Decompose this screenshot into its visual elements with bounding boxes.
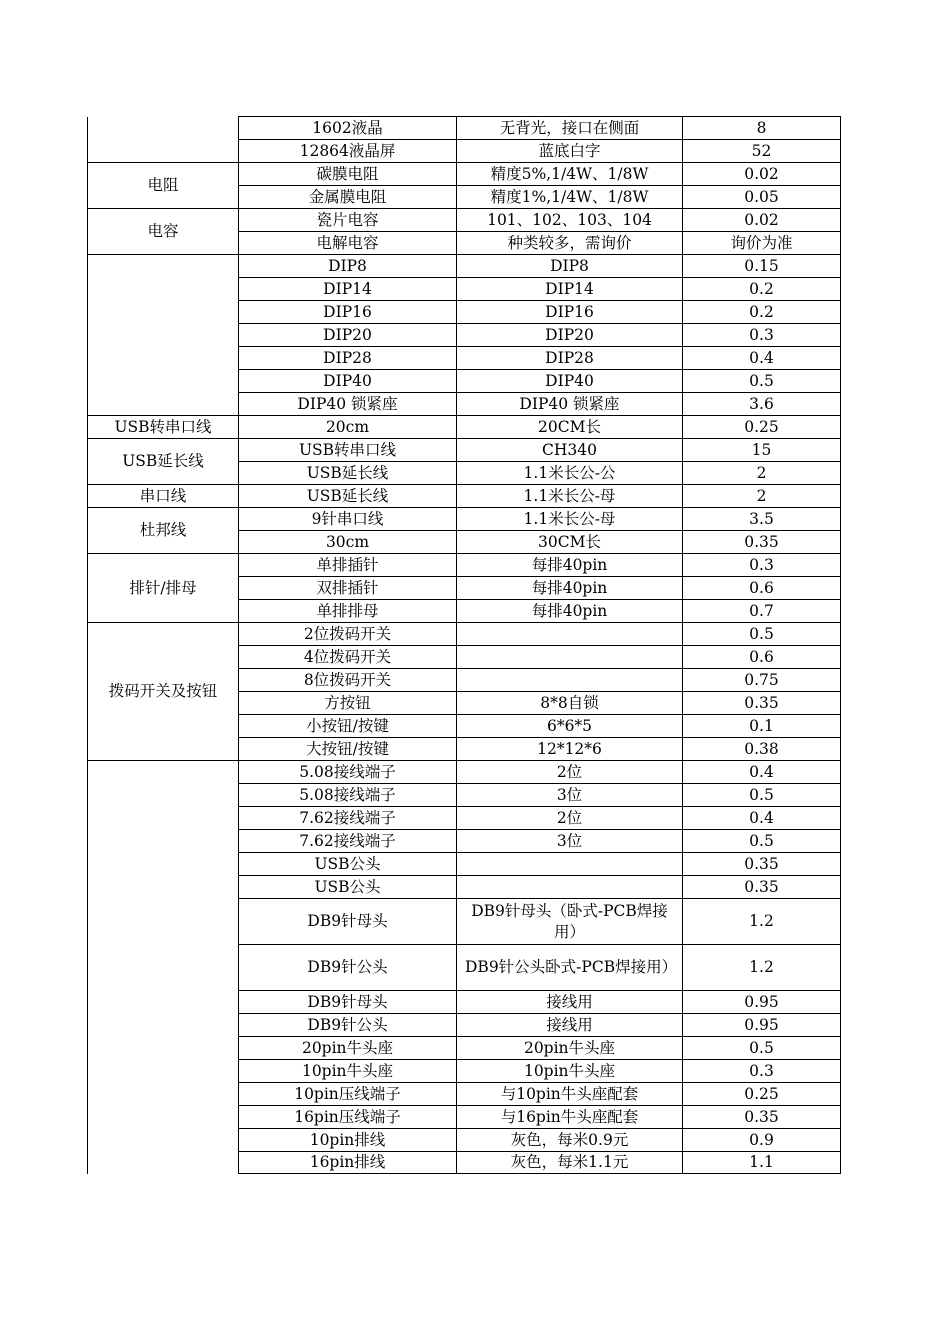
- item-price-cell: 2: [683, 485, 841, 508]
- item-name-cell: 7.62接线端子: [239, 830, 457, 853]
- item-name-cell: 10pin排线: [239, 1129, 457, 1152]
- item-name-cell: 20cm: [239, 416, 457, 439]
- item-name-cell: DB9针公头: [239, 945, 457, 991]
- item-description-cell: [457, 646, 683, 669]
- item-name-cell: 电解电容: [239, 232, 457, 255]
- item-description-cell: 20CM长: [457, 416, 683, 439]
- item-price-cell: 0.35: [683, 876, 841, 899]
- item-name-cell: DIP40 锁紧座: [239, 393, 457, 416]
- item-name-cell: USB公头: [239, 853, 457, 876]
- item-price-cell: 0.05: [683, 186, 841, 209]
- item-price-cell: 1.2: [683, 899, 841, 945]
- item-description-cell: 6*6*5: [457, 715, 683, 738]
- item-description-cell: DIP20: [457, 324, 683, 347]
- item-price-cell: 0.2: [683, 301, 841, 324]
- item-price-cell: 0.4: [683, 347, 841, 370]
- category-cell: USB延长线: [88, 439, 239, 485]
- item-description-cell: 2位: [457, 807, 683, 830]
- item-price-cell: 0.35: [683, 531, 841, 554]
- item-name-cell: DB9针母头: [239, 991, 457, 1014]
- table-row: [88, 485, 841, 508]
- item-price-cell: 0.5: [683, 370, 841, 393]
- item-name-cell: 12864液晶屏: [239, 140, 457, 163]
- item-description-cell: 接线用: [457, 1014, 683, 1037]
- item-description-cell: 101、102、103、104: [457, 209, 683, 232]
- item-description-cell: [457, 876, 683, 899]
- item-price-cell: 0.5: [683, 830, 841, 853]
- item-description-cell: 精度5%,1/4W、1/8W: [457, 163, 683, 186]
- category-cell: 串口线: [88, 485, 239, 508]
- item-name-cell: 双排插针: [239, 577, 457, 600]
- table-row: [88, 416, 841, 439]
- item-price-cell: 0.6: [683, 577, 841, 600]
- item-name-cell: 7.62接线端子: [239, 807, 457, 830]
- item-name-cell: 2位拨码开关: [239, 623, 457, 646]
- item-description-cell: 20pin牛头座: [457, 1037, 683, 1060]
- item-price-cell: 0.9: [683, 1129, 841, 1152]
- item-name-cell: 10pin压线端子: [239, 1083, 457, 1106]
- item-description-cell: 与16pin牛头座配套: [457, 1106, 683, 1129]
- category-cell: 电阻: [88, 163, 239, 209]
- item-description-cell: [457, 853, 683, 876]
- item-price-cell: 0.1: [683, 715, 841, 738]
- item-name-cell: DIP40: [239, 370, 457, 393]
- item-name-cell: DIP20: [239, 324, 457, 347]
- item-name-cell: 大按钮/按键: [239, 738, 457, 761]
- item-name-cell: 4位拨码开关: [239, 646, 457, 669]
- item-name-cell: DIP8: [239, 255, 457, 278]
- item-description-cell: 每排40pin: [457, 577, 683, 600]
- item-description-cell: 1.1米长公-公: [457, 462, 683, 485]
- item-price-cell: 0.3: [683, 554, 841, 577]
- item-description-cell: 3位: [457, 784, 683, 807]
- item-description-cell: 每排40pin: [457, 600, 683, 623]
- category-cell: 杜邦线: [88, 508, 239, 554]
- category-cell: [88, 117, 239, 163]
- item-description-cell: 10pin牛头座: [457, 1060, 683, 1083]
- item-name-cell: 瓷片电容: [239, 209, 457, 232]
- item-description-cell: 每排40pin: [457, 554, 683, 577]
- table-row: [88, 761, 841, 784]
- item-description-cell: 灰色，每米1.1元: [457, 1152, 683, 1174]
- item-price-cell: 8: [683, 117, 841, 140]
- item-name-cell: 16pin排线: [239, 1152, 457, 1174]
- item-price-cell: 3.5: [683, 508, 841, 531]
- item-description-cell: 精度1%,1/4W、1/8W: [457, 186, 683, 209]
- table-row: [88, 117, 841, 140]
- item-description-cell: 种类较多，需询价: [457, 232, 683, 255]
- item-price-cell: 0.38: [683, 738, 841, 761]
- item-price-cell: 0.5: [683, 1037, 841, 1060]
- price-table: [87, 116, 841, 1174]
- item-description-cell: 3位: [457, 830, 683, 853]
- item-name-cell: 1602液晶: [239, 117, 457, 140]
- item-description-cell: 8*8自锁: [457, 692, 683, 715]
- item-description-cell: DIP8: [457, 255, 683, 278]
- item-name-cell: 5.08接线端子: [239, 784, 457, 807]
- item-name-cell: 20pin牛头座: [239, 1037, 457, 1060]
- item-price-cell: 52: [683, 140, 841, 163]
- item-description-cell: 12*12*6: [457, 738, 683, 761]
- item-description-cell: DIP14: [457, 278, 683, 301]
- category-cell: USB转串口线: [88, 416, 239, 439]
- category-cell: 拨码开关及按钮: [88, 623, 239, 761]
- item-price-cell: 0.35: [683, 692, 841, 715]
- item-name-cell: USB公头: [239, 876, 457, 899]
- item-name-cell: 单排排母: [239, 600, 457, 623]
- table-row: [88, 623, 841, 646]
- item-price-cell: 0.5: [683, 784, 841, 807]
- item-name-cell: DIP28: [239, 347, 457, 370]
- item-price-cell: 0.02: [683, 209, 841, 232]
- item-description-cell: 无背光，接口在侧面: [457, 117, 683, 140]
- price-table-body: [88, 117, 841, 1174]
- category-cell: [88, 761, 239, 1174]
- category-cell: [88, 255, 239, 416]
- item-description-cell: DIP28: [457, 347, 683, 370]
- item-price-cell: 0.3: [683, 1060, 841, 1083]
- table-row: [88, 554, 841, 577]
- item-description-cell: 蓝底白字: [457, 140, 683, 163]
- item-name-cell: 8位拨码开关: [239, 669, 457, 692]
- item-price-cell: 3.6: [683, 393, 841, 416]
- item-price-cell: 0.35: [683, 853, 841, 876]
- item-name-cell: 碳膜电阻: [239, 163, 457, 186]
- item-description-cell: 1.1米长公-母: [457, 508, 683, 531]
- item-description-cell: DB9针公头卧式-PCB焊接用）: [457, 945, 683, 991]
- table-row: [88, 163, 841, 186]
- item-description-cell: DIP16: [457, 301, 683, 324]
- table-row: [88, 508, 841, 531]
- item-name-cell: DB9针母头: [239, 899, 457, 945]
- item-name-cell: 16pin压线端子: [239, 1106, 457, 1129]
- item-price-cell: 0.25: [683, 1083, 841, 1106]
- item-price-cell: 0.75: [683, 669, 841, 692]
- category-cell: 排针/排母: [88, 554, 239, 623]
- item-description-cell: 接线用: [457, 991, 683, 1014]
- item-name-cell: 9针串口线: [239, 508, 457, 531]
- item-description-cell: DIP40 锁紧座: [457, 393, 683, 416]
- item-price-cell: 0.4: [683, 807, 841, 830]
- item-name-cell: USB延长线: [239, 462, 457, 485]
- item-description-cell: 2位: [457, 761, 683, 784]
- item-description-cell: DB9针母头（卧式-PCB焊接用）: [457, 899, 683, 945]
- item-price-cell: 询价为准: [683, 232, 841, 255]
- item-name-cell: DB9针公头: [239, 1014, 457, 1037]
- item-description-cell: 30CM长: [457, 531, 683, 554]
- item-price-cell: 0.5: [683, 623, 841, 646]
- item-name-cell: USB延长线: [239, 485, 457, 508]
- item-price-cell: 0.7: [683, 600, 841, 623]
- item-name-cell: 30cm: [239, 531, 457, 554]
- item-price-cell: 15: [683, 439, 841, 462]
- item-name-cell: 5.08接线端子: [239, 761, 457, 784]
- item-description-cell: DIP40: [457, 370, 683, 393]
- item-name-cell: 金属膜电阻: [239, 186, 457, 209]
- item-price-cell: 1.1: [683, 1152, 841, 1174]
- item-name-cell: 单排插针: [239, 554, 457, 577]
- item-price-cell: 0.02: [683, 163, 841, 186]
- item-name-cell: 方按钮: [239, 692, 457, 715]
- item-price-cell: 0.3: [683, 324, 841, 347]
- item-price-cell: 2: [683, 462, 841, 485]
- item-description-cell: [457, 623, 683, 646]
- item-description-cell: [457, 669, 683, 692]
- item-price-cell: 0.15: [683, 255, 841, 278]
- item-price-cell: 1.2: [683, 945, 841, 991]
- item-name-cell: 小按钮/按键: [239, 715, 457, 738]
- item-price-cell: 0.2: [683, 278, 841, 301]
- item-name-cell: DIP14: [239, 278, 457, 301]
- item-description-cell: 灰色，每米0.9元: [457, 1129, 683, 1152]
- item-description-cell: 1.1米长公-母: [457, 485, 683, 508]
- item-price-cell: 0.25: [683, 416, 841, 439]
- table-row: [88, 439, 841, 462]
- category-cell: 电容: [88, 209, 239, 255]
- item-price-cell: 0.6: [683, 646, 841, 669]
- item-name-cell: 10pin牛头座: [239, 1060, 457, 1083]
- item-name-cell: DIP16: [239, 301, 457, 324]
- item-price-cell: 0.35: [683, 1106, 841, 1129]
- item-price-cell: 0.4: [683, 761, 841, 784]
- item-name-cell: USB转串口线: [239, 439, 457, 462]
- item-description-cell: CH340: [457, 439, 683, 462]
- table-row: [88, 255, 841, 278]
- item-price-cell: 0.95: [683, 1014, 841, 1037]
- item-description-cell: 与10pin牛头座配套: [457, 1083, 683, 1106]
- table-row: [88, 209, 841, 232]
- item-price-cell: 0.95: [683, 991, 841, 1014]
